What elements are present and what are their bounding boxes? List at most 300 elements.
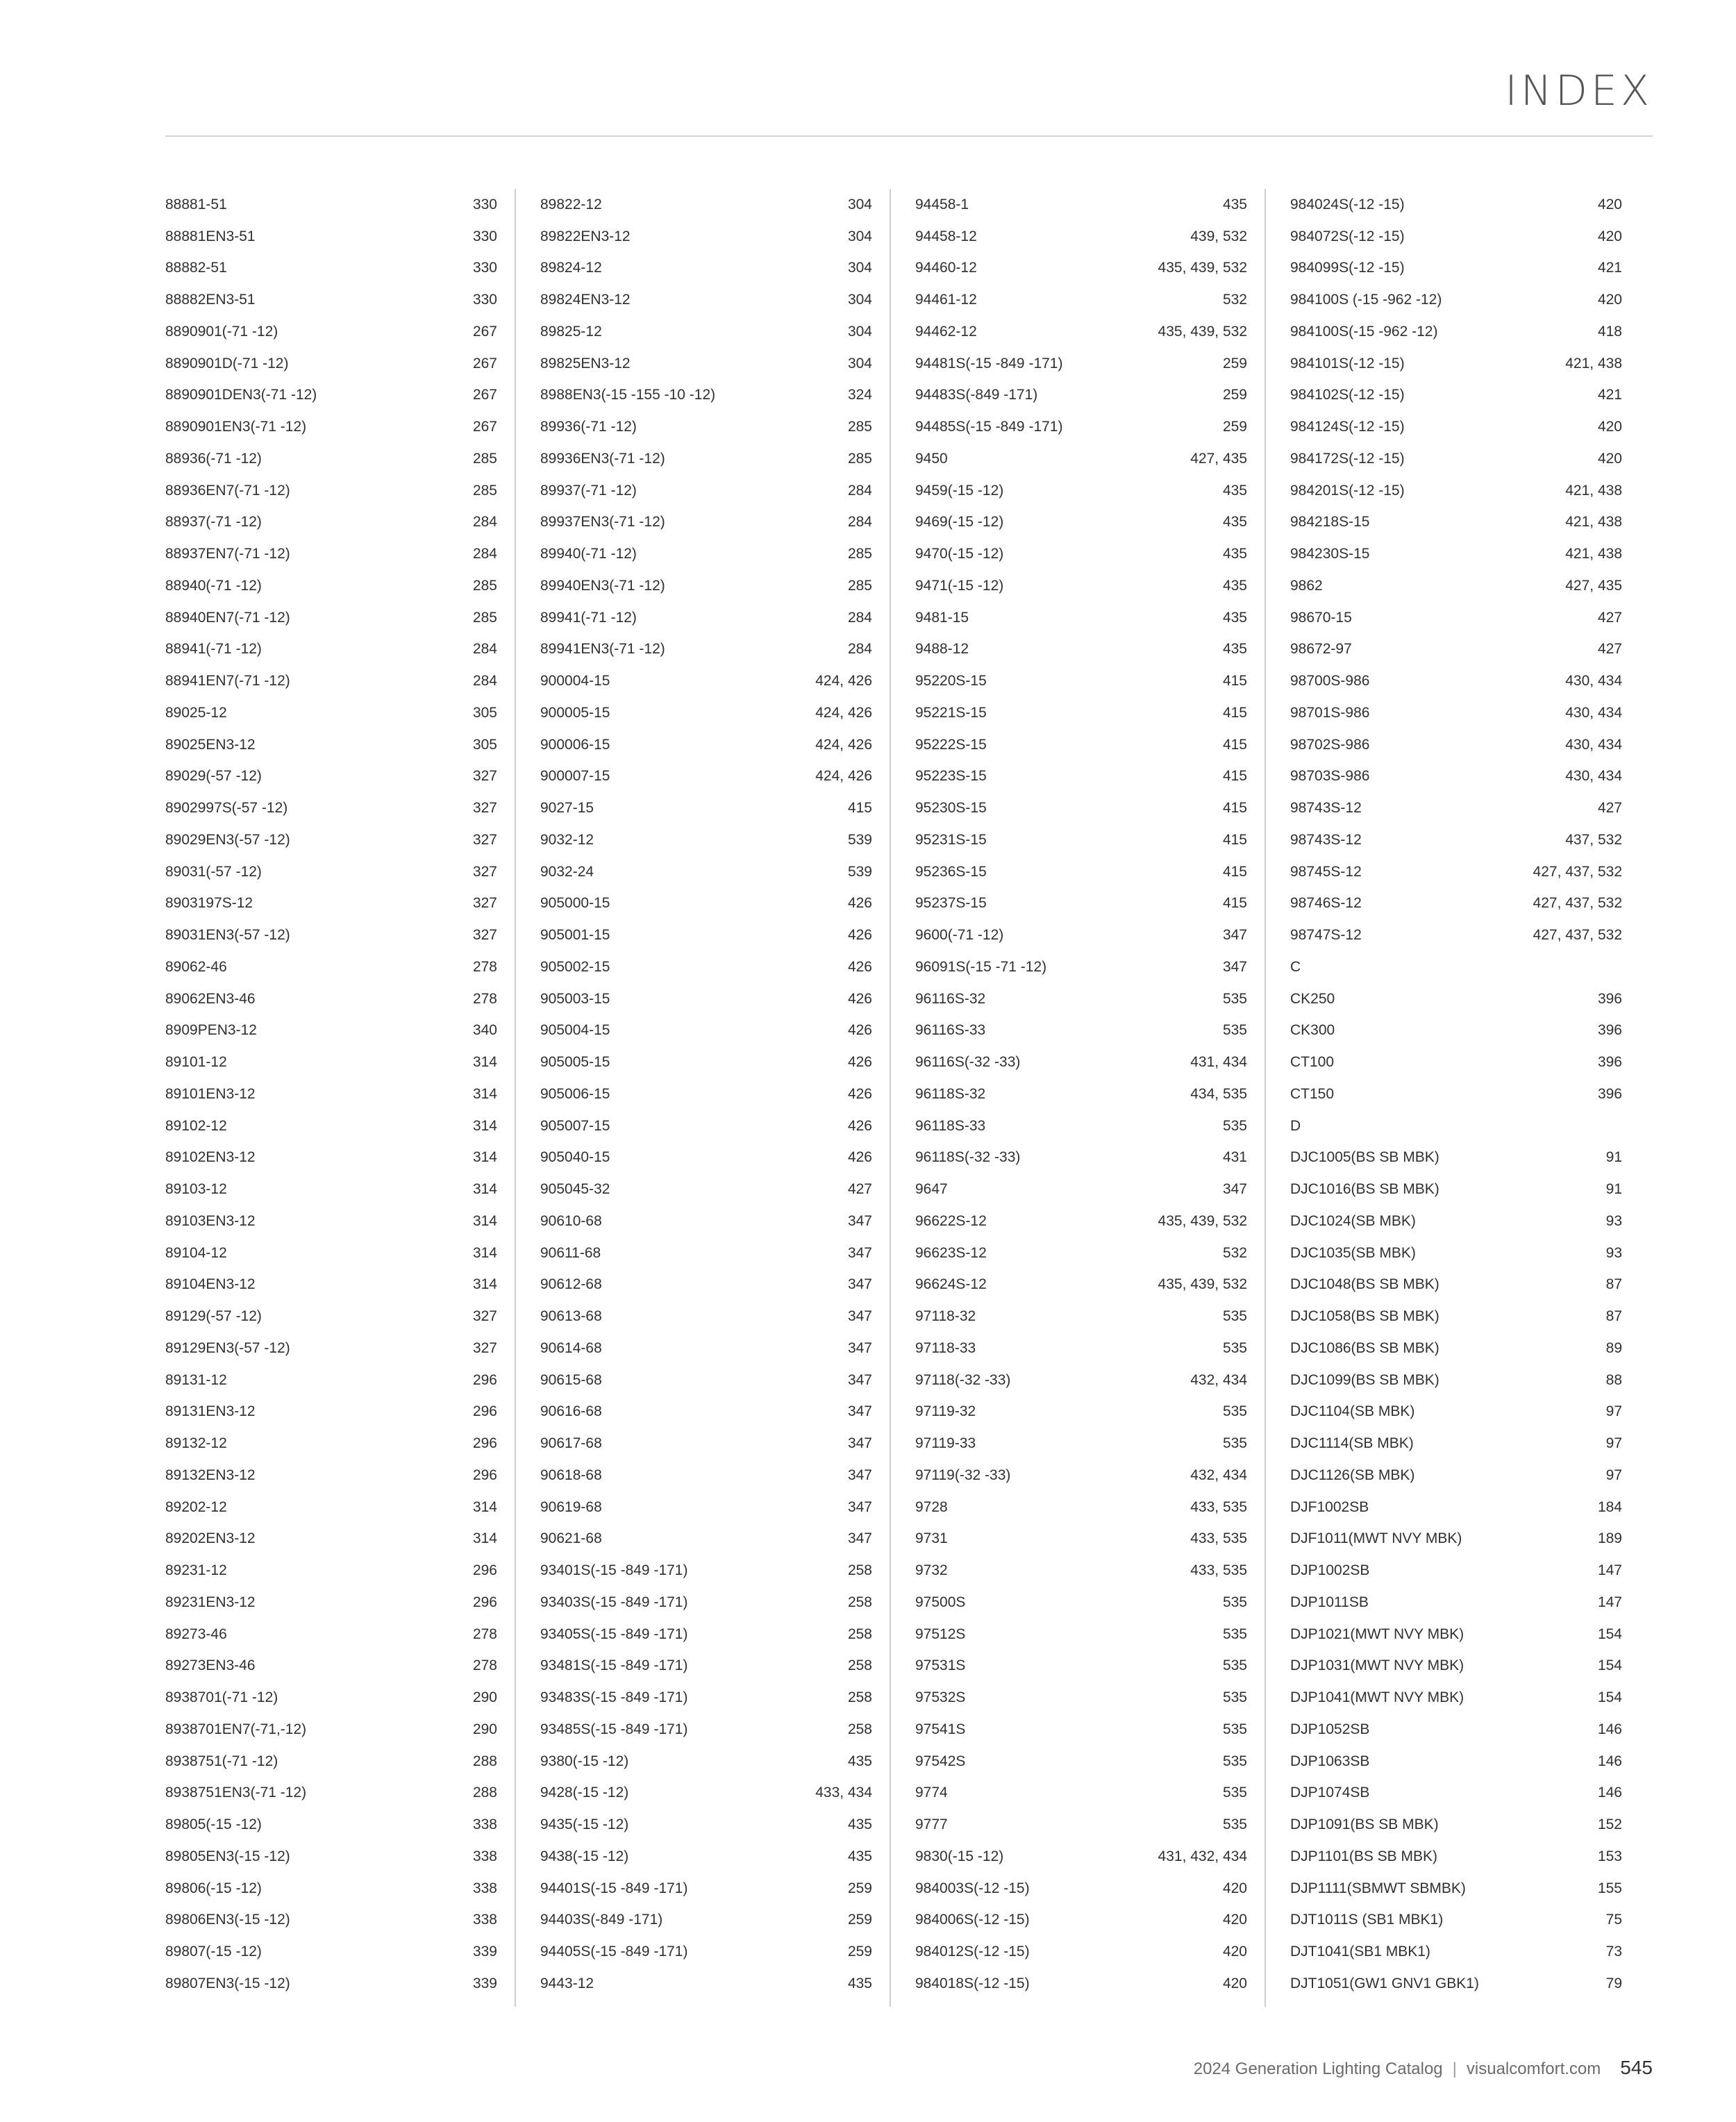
index-page-refs: 424, 426: [815, 704, 872, 721]
index-entry: [915, 792, 1247, 824]
index-entry: [540, 729, 872, 761]
index-page-refs: 435, 439, 532: [1158, 1212, 1247, 1229]
index-item-number: 95231S-15: [915, 831, 987, 848]
index-entry: [540, 570, 872, 602]
index-entry: [1290, 729, 1622, 761]
index-page-refs: 435: [1222, 577, 1247, 594]
index-entry: [915, 443, 1247, 475]
index-page-refs: 426: [847, 1117, 872, 1134]
index-page-refs: 296: [472, 1562, 497, 1579]
index-entry: [1290, 1460, 1622, 1492]
page-number: 545: [1620, 2057, 1653, 2078]
index-entry: [1290, 1396, 1622, 1428]
index-entry: [1290, 951, 1622, 983]
index-entry: [165, 697, 497, 729]
index-entry: [165, 1968, 497, 2000]
index-page-refs: 347: [847, 1403, 872, 1420]
index-item-number: 88941EN7(-71 -12): [165, 673, 290, 690]
index-item-number: 9777: [915, 1816, 948, 1833]
index-page-refs: 535: [1222, 1657, 1247, 1674]
index-column-4: [1290, 189, 1622, 2000]
index-item-number: 905045-32: [540, 1181, 610, 1198]
index-entry: [540, 1682, 872, 1714]
index-page-refs: 327: [472, 1339, 497, 1356]
index-entry: [1290, 888, 1622, 920]
index-entry: [165, 1428, 497, 1460]
index-page-refs: 267: [472, 323, 497, 340]
index-entry: [1290, 380, 1622, 412]
index-item-number: 93481S(-15 -849 -171): [540, 1657, 688, 1674]
index-item-number: 984099S(-12 -15): [1290, 260, 1405, 276]
index-page-refs: 424, 426: [815, 736, 872, 753]
index-item-number: 94483S(-849 -171): [915, 387, 1038, 403]
index-entry: [540, 1142, 872, 1174]
index-entry: [915, 411, 1247, 443]
index-item-number: 9481-15: [915, 609, 969, 626]
index-entry: [540, 824, 872, 856]
index-page-refs: 430, 434: [1565, 704, 1622, 721]
index-entry: [165, 856, 497, 888]
index-page-refs: 535: [1222, 1816, 1247, 1833]
index-page-refs: 314: [472, 1276, 497, 1293]
index-page-refs: 420: [1222, 1912, 1247, 1928]
index-page-refs: 330: [472, 292, 497, 308]
index-page-refs: 285: [847, 577, 872, 594]
index-page-refs: 415: [1222, 800, 1247, 817]
index-page-refs: 420: [1222, 1944, 1247, 1960]
index-item-number: 89231EN3-12: [165, 1594, 256, 1610]
index-item-number: 94460-12: [915, 260, 977, 276]
index-page-refs: 267: [472, 419, 497, 435]
index-item-number: 89131EN3-12: [165, 1403, 256, 1420]
index-item-number: 98701S-986: [1290, 704, 1370, 721]
index-item-number: 93485S(-15 -849 -171): [540, 1721, 688, 1737]
index-entry: [915, 538, 1247, 570]
index-entry: [915, 316, 1247, 348]
index-page-refs: 285: [847, 419, 872, 435]
index-page-refs: 431, 434: [1190, 1054, 1247, 1071]
index-item-number: 95237S-15: [915, 895, 987, 912]
index-entry: [1290, 1269, 1622, 1301]
index-entry: [540, 380, 872, 412]
index-entry: [915, 1841, 1247, 1873]
index-entry: [165, 1778, 497, 1810]
index-item-number: 98745S-12: [1290, 863, 1362, 880]
index-entry: [1290, 1587, 1622, 1619]
index-item-number: 9435(-15 -12): [540, 1816, 629, 1833]
index-page-refs: 304: [847, 228, 872, 244]
index-entry: [915, 888, 1247, 920]
index-page-refs: 304: [847, 292, 872, 308]
index-item-number: 89825-12: [540, 323, 602, 340]
index-item-number: 89101EN3-12: [165, 1085, 256, 1102]
index-item-number: 97531S: [915, 1657, 966, 1674]
index-item-number: 984230S-15: [1290, 546, 1370, 562]
index-page-refs: 304: [847, 355, 872, 371]
index-entry: [165, 888, 497, 920]
index-entry: [165, 189, 497, 221]
index-item-number: 94461-12: [915, 292, 977, 308]
index-entry: [915, 1301, 1247, 1332]
index-page-refs: 432, 434: [1190, 1371, 1247, 1388]
index-entry: [915, 1905, 1247, 1937]
index-item-number: 905005-15: [540, 1054, 610, 1071]
index-page-refs: 535: [1222, 990, 1247, 1007]
index-entry: [165, 1841, 497, 1873]
index-entry: [540, 1364, 872, 1396]
index-page-refs: 432, 434: [1190, 1467, 1247, 1483]
index-item-number: 89031(-57 -12): [165, 863, 262, 880]
index-item-number: 89806(-15 -12): [165, 1880, 262, 1896]
index-page-refs: 347: [847, 1467, 872, 1483]
index-entry: [540, 507, 872, 539]
index-item-number: DJP1011SB: [1290, 1594, 1369, 1610]
index-page-refs: 314: [472, 1149, 497, 1166]
index-item-number: 9032-24: [540, 863, 594, 880]
index-item-number: 97118(-32 -33): [915, 1371, 1011, 1388]
index-item-number: 984024S(-12 -15): [1290, 196, 1405, 212]
index-page-refs: 347: [847, 1530, 872, 1547]
index-page-refs: 278: [472, 1657, 497, 1674]
index-page-refs: 535: [1222, 1689, 1247, 1706]
index-page-refs: 73: [1605, 1944, 1622, 1960]
index-page-refs: 258: [847, 1594, 872, 1610]
index-page-refs: 284: [472, 514, 497, 530]
index-item-number: 93403S(-15 -849 -171): [540, 1594, 688, 1610]
index-page-refs: 259: [847, 1912, 872, 1928]
index-entry: [1290, 348, 1622, 380]
index-entry: [540, 1746, 872, 1778]
index-entry: [1290, 1492, 1622, 1523]
index-page-refs: 146: [1597, 1785, 1622, 1801]
index-item-number: 97542S: [915, 1753, 966, 1769]
index-entry: [540, 443, 872, 475]
index-entry: [540, 1968, 872, 2000]
index-page-refs: 314: [472, 1530, 497, 1547]
index-item-number: 89273EN3-46: [165, 1657, 256, 1674]
index-page-refs: 535: [1222, 1403, 1247, 1420]
index-page-refs: 434, 535: [1190, 1085, 1247, 1102]
index-item-number: 9471(-15 -12): [915, 577, 1004, 594]
index-page-refs: 347: [1222, 1181, 1247, 1198]
index-page-refs: 93: [1605, 1212, 1622, 1229]
index-item-number: 98746S-12: [1290, 895, 1362, 912]
index-page-refs: 427: [847, 1181, 872, 1198]
index-entry: [165, 1523, 497, 1555]
index-item-number: 9438(-15 -12): [540, 1848, 629, 1864]
index-page-refs: 146: [1597, 1721, 1622, 1737]
index-item-number: DJP1111(SBMWT SBMBK): [1290, 1880, 1466, 1896]
index-entry: [165, 1237, 497, 1269]
index-entry: [1290, 1078, 1622, 1110]
index-page-refs: 290: [472, 1721, 497, 1737]
index-item-number: 95223S-15: [915, 768, 987, 785]
index-page-refs: 415: [1222, 673, 1247, 690]
index-item-number: DJT1011S (SB1 MBK1): [1290, 1912, 1444, 1928]
index-page-refs: 327: [472, 863, 497, 880]
index-entry: [915, 348, 1247, 380]
index-entry: [1290, 1555, 1622, 1587]
index-item-number: 9830(-15 -12): [915, 1848, 1004, 1864]
index-entry: [1290, 1015, 1622, 1047]
index-page-refs: 284: [847, 609, 872, 626]
index-item-number: 905002-15: [540, 958, 610, 975]
index-item-number: 9732: [915, 1562, 948, 1579]
index-page-refs: 435, 439, 532: [1158, 323, 1247, 340]
index-item-number: 9027-15: [540, 800, 594, 817]
index-entry: [540, 1587, 872, 1619]
index-column-3: [915, 189, 1247, 2000]
index-entry: [165, 634, 497, 666]
index-page-refs: 435: [1222, 514, 1247, 530]
index-page-refs: 296: [472, 1594, 497, 1610]
index-item-number: 900006-15: [540, 736, 610, 753]
index-entry: [165, 1809, 497, 1841]
index-page-refs: 426: [847, 1149, 872, 1166]
index-entry: [1290, 253, 1622, 285]
index-entry: [540, 475, 872, 507]
index-item-number: 88940(-71 -12): [165, 577, 262, 594]
index-item-number: 96623S-12: [915, 1244, 987, 1261]
index-entry: [915, 665, 1247, 697]
index-entry: [165, 951, 497, 983]
index-item-number: DJP1063SB: [1290, 1753, 1370, 1769]
column-divider: [515, 189, 516, 2007]
index-entry: [915, 602, 1247, 634]
index-entry: [915, 856, 1247, 888]
index-entry: [1290, 1523, 1622, 1555]
index-item-number: 89941(-71 -12): [540, 609, 637, 626]
index-page-refs: 327: [472, 768, 497, 785]
index-page-refs: 147: [1597, 1594, 1622, 1610]
index-item-number: 984100S(-15 -962 -12): [1290, 323, 1438, 340]
index-item-number: 94405S(-15 -849 -171): [540, 1944, 688, 1960]
index-page-refs: 347: [847, 1435, 872, 1452]
index-item-number: 95220S-15: [915, 673, 987, 690]
index-item-number: 89129EN3(-57 -12): [165, 1339, 290, 1356]
index-page-refs: 97: [1605, 1467, 1622, 1483]
index-item-number: 89936EN3(-71 -12): [540, 450, 665, 467]
index-page-refs: 420: [1597, 450, 1622, 467]
index-item-number: 9774: [915, 1785, 948, 1801]
index-item-number: 984102S(-12 -15): [1290, 387, 1405, 403]
index-item-number: 88881EN3-51: [165, 228, 256, 244]
index-page-refs: 75: [1605, 1912, 1622, 1928]
index-page-refs: 535: [1222, 1308, 1247, 1325]
index-entry: [1290, 570, 1622, 602]
index-item-number: 89132EN3-12: [165, 1467, 256, 1483]
index-page-refs: 154: [1597, 1689, 1622, 1706]
index-page-refs: 259: [1222, 355, 1247, 371]
index-item-number: 89940(-71 -12): [540, 546, 637, 562]
index-item-number: 9428(-15 -12): [540, 1785, 629, 1801]
index-page-refs: 267: [472, 355, 497, 371]
index-item-number: DJP1101(BS SB MBK): [1290, 1848, 1438, 1864]
index-page-refs: 539: [847, 831, 872, 848]
index-item-number: 90614-68: [540, 1339, 602, 1356]
index-page-refs: 421, 438: [1565, 546, 1622, 562]
index-entry: [915, 634, 1247, 666]
index-page-refs: 347: [847, 1276, 872, 1293]
index-page-refs: 435, 439, 532: [1158, 260, 1247, 276]
index-item-number: 9647: [915, 1181, 948, 1198]
index-column-1: [165, 189, 497, 2000]
index-entry: [165, 348, 497, 380]
index-item-number: 88882EN3-51: [165, 292, 256, 308]
index-item-number: DJP1074SB: [1290, 1785, 1370, 1801]
index-item-number: 89062EN3-46: [165, 990, 256, 1007]
index-entry: [540, 1110, 872, 1142]
index-page-refs: 435: [1222, 482, 1247, 499]
index-item-number: 8890901EN3(-71 -12): [165, 419, 307, 435]
index-item-number: 9488-12: [915, 641, 969, 658]
index-entry: [165, 1714, 497, 1746]
index-page-refs: 284: [847, 641, 872, 658]
index-page-refs: 347: [847, 1498, 872, 1515]
index-entry: [1290, 665, 1622, 697]
index-item-number: 984003S(-12 -15): [915, 1880, 1030, 1896]
index-entry: [165, 411, 497, 443]
index-page-refs: 535: [1222, 1435, 1247, 1452]
index-item-number: 90618-68: [540, 1467, 602, 1483]
index-item-number: 98703S-986: [1290, 768, 1370, 785]
index-page-refs: 415: [1222, 768, 1247, 785]
index-item-number: 88940EN7(-71 -12): [165, 609, 290, 626]
index-item-number: 9032-12: [540, 831, 594, 848]
index-entry: [165, 253, 497, 285]
index-item-number: 95221S-15: [915, 704, 987, 721]
index-page-refs: 79: [1605, 1975, 1622, 1991]
index-item-number: 90613-68: [540, 1308, 602, 1325]
index-entry: [540, 1269, 872, 1301]
index-page-refs: 304: [847, 260, 872, 276]
index-entry: [165, 1651, 497, 1682]
index-item-number: 96091S(-15 -71 -12): [915, 958, 1047, 975]
footer-catalog-name: 2024 Generation Lighting Catalog: [1193, 2060, 1443, 2078]
index-entry: [540, 1778, 872, 1810]
index-item-number: 89822-12: [540, 196, 602, 212]
index-entry: [165, 538, 497, 570]
index-page-refs: 415: [1222, 863, 1247, 880]
index-page-refs: 421: [1597, 260, 1622, 276]
index-item-number: 88941(-71 -12): [165, 641, 262, 658]
index-entry: [1290, 1142, 1622, 1174]
index-page-refs: 347: [847, 1308, 872, 1325]
index-item-number: 89202-12: [165, 1498, 227, 1515]
index-item-number: 89937EN3(-71 -12): [540, 514, 665, 530]
index-entry: [540, 792, 872, 824]
index-page-refs: 420: [1597, 419, 1622, 435]
index-entry: [1290, 1237, 1622, 1269]
index-page-refs: 435: [847, 1816, 872, 1833]
index-page-refs: 532: [1222, 292, 1247, 308]
index-item-number: 88936EN7(-71 -12): [165, 482, 290, 499]
index-item-number: 89807EN3(-15 -12): [165, 1975, 290, 1991]
index-entry: [915, 475, 1247, 507]
index-entry: [1290, 538, 1622, 570]
index-entry: [1290, 443, 1622, 475]
index-page-refs: 421: [1597, 387, 1622, 403]
index-page-refs: 304: [847, 323, 872, 340]
index-page-refs: 155: [1597, 1880, 1622, 1896]
index-item-number: 9459(-15 -12): [915, 482, 1004, 499]
index-item-number: 89807(-15 -12): [165, 1944, 262, 1960]
index-entry: [1290, 221, 1622, 253]
index-page-refs: 420: [1222, 1880, 1247, 1896]
index-page-refs: 89: [1605, 1339, 1622, 1356]
index-item-number: 89103EN3-12: [165, 1212, 256, 1229]
index-page-refs: 420: [1222, 1975, 1247, 1991]
index-page-refs: 347: [847, 1339, 872, 1356]
index-item-number: 89822EN3-12: [540, 228, 631, 244]
index-item-number: 9380(-15 -12): [540, 1753, 629, 1769]
index-page-refs: 426: [847, 990, 872, 1007]
index-entry: [540, 1905, 872, 1937]
index-page-refs: 314: [472, 1244, 497, 1261]
index-item-number: 905003-15: [540, 990, 610, 1007]
index-entry: [165, 1492, 497, 1523]
index-item-number: 96118S-33: [915, 1117, 986, 1134]
index-item-number: 984218S-15: [1290, 514, 1370, 530]
index-entry: [165, 221, 497, 253]
index-page-refs: 87: [1605, 1276, 1622, 1293]
index-page-refs: 427, 437, 532: [1533, 927, 1622, 944]
index-page-refs: 278: [472, 958, 497, 975]
index-page-refs: 267: [472, 387, 497, 403]
index-page-refs: 420: [1597, 228, 1622, 244]
index-entry: [540, 1651, 872, 1682]
index-item-number: 8938751(-71 -12): [165, 1753, 278, 1769]
index-item-number: 90611-68: [540, 1244, 601, 1261]
index-item-number: 905001-15: [540, 927, 610, 944]
index-entry: [915, 919, 1247, 951]
index-entry: [1290, 1968, 1622, 2000]
index-item-number: 94481S(-15 -849 -171): [915, 355, 1063, 371]
index-item-number: DJP1052SB: [1290, 1721, 1370, 1737]
index-page-refs: 258: [847, 1689, 872, 1706]
index-page-refs: 296: [472, 1403, 497, 1420]
index-entry: [915, 1587, 1247, 1619]
index-item-number: 94462-12: [915, 323, 977, 340]
index-entry: [540, 411, 872, 443]
index-entry: [1290, 1841, 1622, 1873]
index-item-number: 89102EN3-12: [165, 1149, 256, 1166]
index-page-refs: 154: [1597, 1657, 1622, 1674]
index-entry: [165, 729, 497, 761]
index-page-refs: 91: [1605, 1181, 1622, 1198]
index-item-number: 97532S: [915, 1689, 966, 1706]
index-page-refs: 426: [847, 1085, 872, 1102]
index-page-refs: 396: [1597, 1085, 1622, 1102]
index-entry: [1290, 602, 1622, 634]
index-item-number: 89131-12: [165, 1371, 227, 1388]
index-entry: [540, 856, 872, 888]
header-divider: [165, 135, 1653, 137]
index-entry: [915, 1078, 1247, 1110]
index-entry: [915, 221, 1247, 253]
index-entry: [540, 538, 872, 570]
index-page-refs: 532: [1222, 1244, 1247, 1261]
index-item-number: 89025-12: [165, 704, 227, 721]
index-entry: [915, 1110, 1247, 1142]
index-entry: [915, 1746, 1247, 1778]
index-page-refs: 424, 426: [815, 768, 872, 785]
index-page-refs: 285: [472, 609, 497, 626]
index-page-refs: 430, 434: [1565, 673, 1622, 690]
index-item-number: 900005-15: [540, 704, 610, 721]
index-entry: [915, 1142, 1247, 1174]
index-item-number: 97119-33: [915, 1435, 976, 1452]
